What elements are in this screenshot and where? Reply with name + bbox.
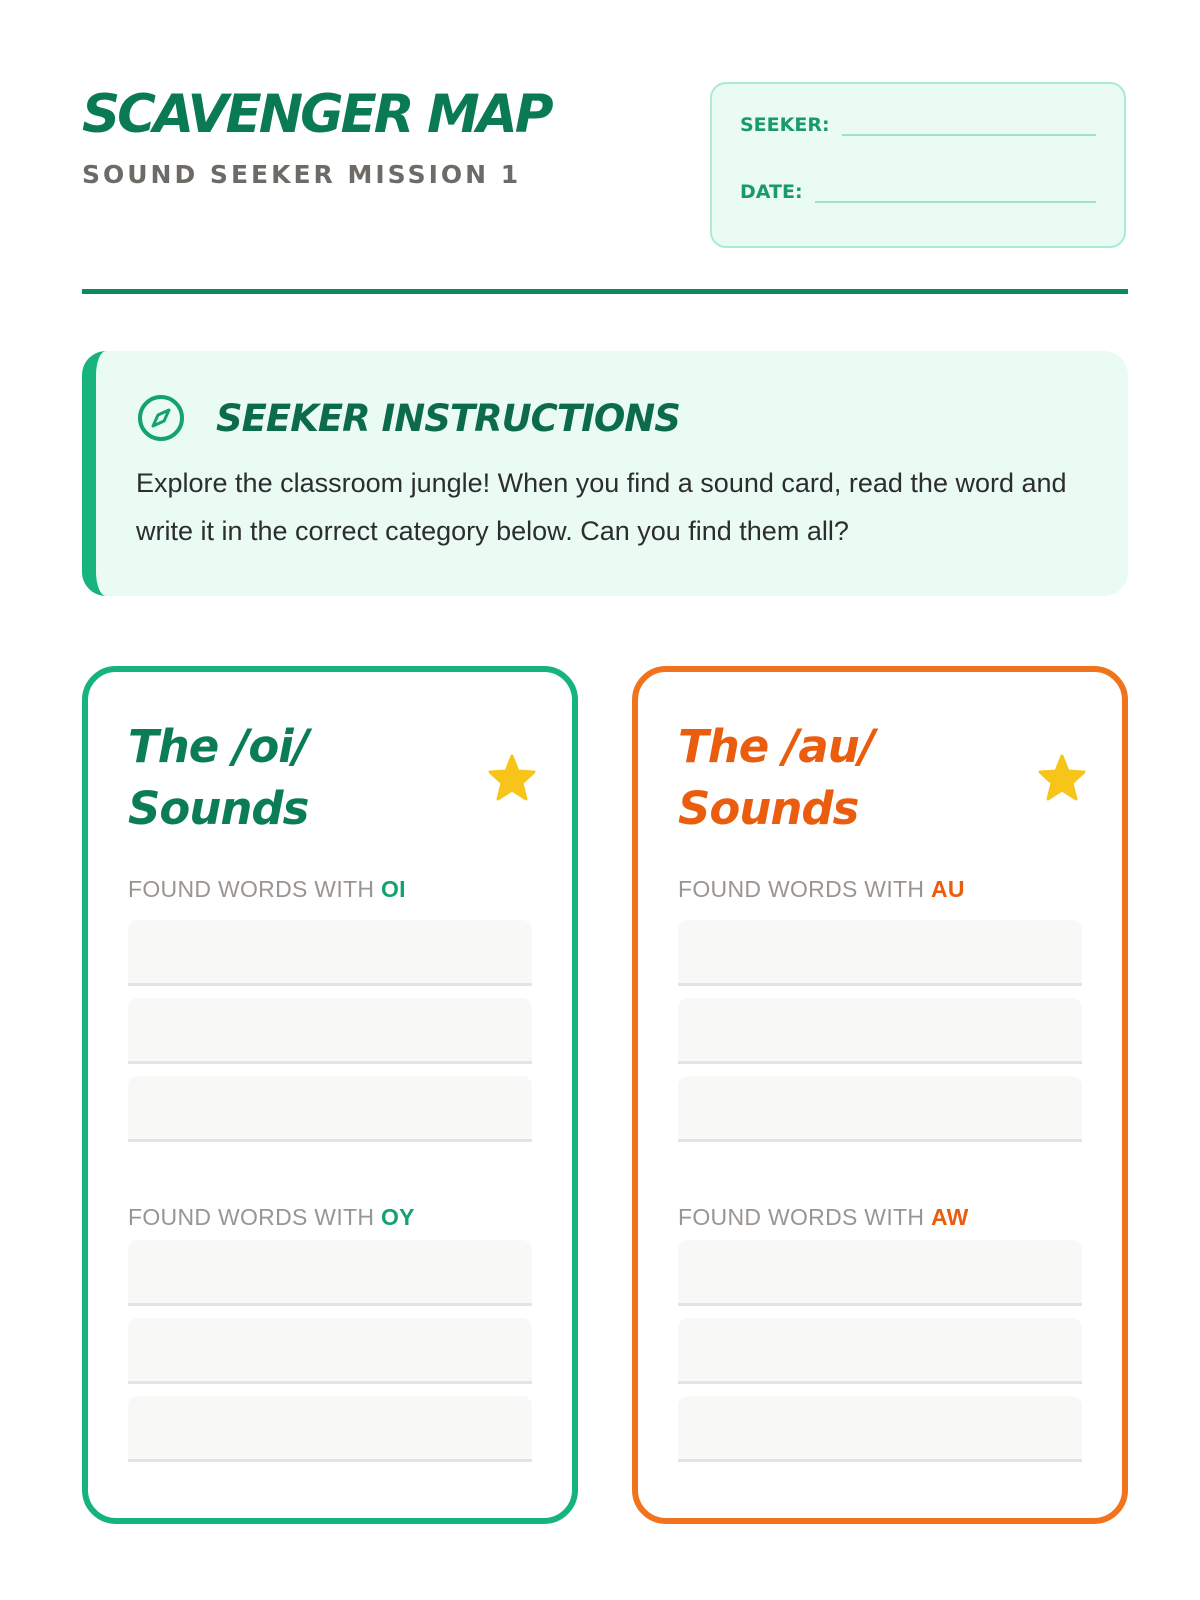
date-row xyxy=(740,181,1096,203)
word-answer-box[interactable] xyxy=(678,998,1082,1064)
section-label-oi xyxy=(128,876,406,903)
seeker-row xyxy=(740,114,1096,136)
section-label-prefix: FOUND WORDS WITH xyxy=(128,1204,381,1230)
oi-sounds-card xyxy=(82,666,578,1524)
section-label-prefix: FOUND WORDS WITH xyxy=(128,876,381,902)
compass-icon xyxy=(136,393,186,443)
section-label-prefix: FOUND WORDS WITH xyxy=(678,876,931,902)
instructions-title: SEEKER INSTRUCTIONS xyxy=(216,396,680,440)
section-label-highlight: AW xyxy=(930,1204,969,1230)
card-title-line1: The /au/ xyxy=(678,720,875,773)
word-answer-box[interactable] xyxy=(128,1396,532,1462)
word-answer-box[interactable] xyxy=(678,1076,1082,1142)
word-answer-box[interactable] xyxy=(678,1318,1082,1384)
seeker-field[interactable] xyxy=(842,114,1096,136)
section-label-highlight: AU xyxy=(930,876,965,902)
section-label-au xyxy=(678,876,965,903)
section-label-prefix: FOUND WORDS WITH xyxy=(678,1204,931,1230)
section-label-highlight: OI xyxy=(380,876,406,902)
seeker-info-box xyxy=(710,82,1126,248)
au-sounds-card xyxy=(632,666,1128,1524)
card-title-line1: The /oi/ xyxy=(128,720,309,773)
section-label-aw xyxy=(678,1204,969,1231)
instructions-text: Explore the classroom jungle! When you find a sound card, read the word and write it in the correct category below. Can you find them all? xyxy=(136,468,1067,546)
instructions-header xyxy=(136,393,680,443)
card-title-line2: Sounds xyxy=(678,782,859,835)
word-answer-box[interactable] xyxy=(678,920,1082,986)
card-title-line2: Sounds xyxy=(128,782,309,835)
word-answer-box[interactable] xyxy=(128,1318,532,1384)
star-icon xyxy=(1036,752,1088,804)
page-subtitle: SOUND SEEKER MISSION 1 xyxy=(82,160,522,189)
date-label: DATE: xyxy=(740,181,803,203)
word-answer-box[interactable] xyxy=(678,1396,1082,1462)
header-divider xyxy=(82,289,1128,294)
word-answer-box[interactable] xyxy=(128,1240,532,1306)
page-title: SCAVENGER MAP xyxy=(82,84,551,145)
section-label-oy xyxy=(128,1204,415,1231)
word-answer-box[interactable] xyxy=(128,920,532,986)
section-label-highlight: OY xyxy=(380,1204,415,1230)
word-answer-box[interactable] xyxy=(678,1240,1082,1306)
date-field[interactable] xyxy=(815,181,1096,203)
star-icon xyxy=(486,752,538,804)
word-answer-box[interactable] xyxy=(128,998,532,1064)
card-title xyxy=(128,716,308,840)
instructions-panel xyxy=(82,351,1128,596)
word-answer-box[interactable] xyxy=(128,1076,532,1142)
card-title xyxy=(678,716,874,840)
seeker-label: SEEKER: xyxy=(740,114,830,136)
